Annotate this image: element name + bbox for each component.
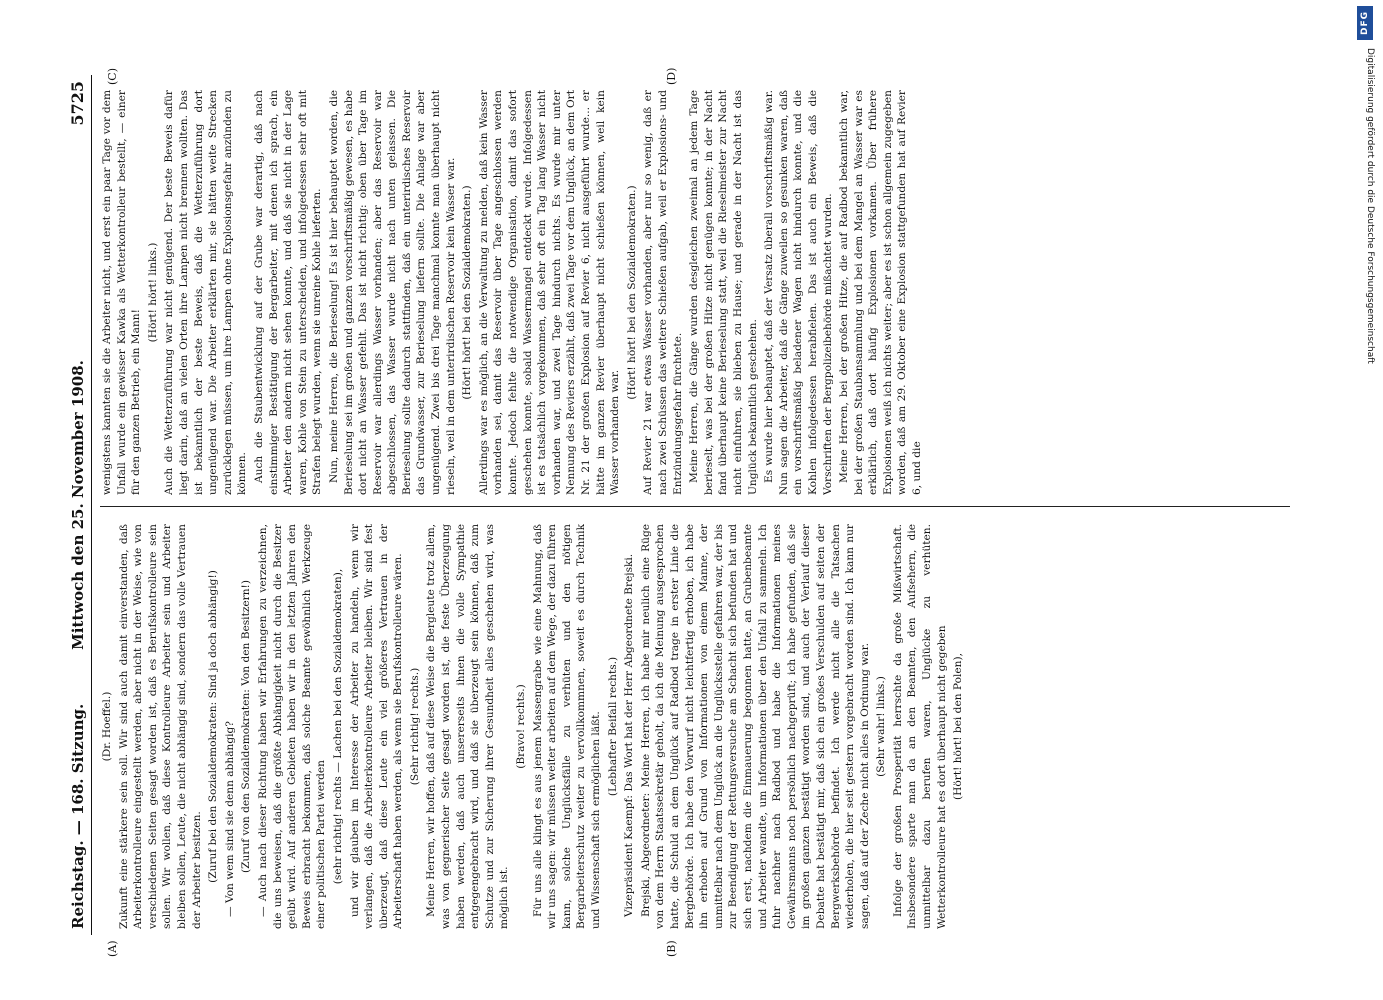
paragraph: Nun, meine Herren, die Berieselung! Es ist hier behauptet worden, die Berieselung sei im großen und ganzen vorschriftsmäßig gewesen, es habe dort nicht an Wasser gefehlt. Das ist nicht richtig: oben über Tage im Reservoir war allerdings Wasser vorhanden; aber das Reservoir war abgeschlossen, das Wasser wurde nicht nach unten gelassen. Die Berieselung sollte dadurch stattfinden, daß ein unterirdisches Reservoir das Grundwasser, zur Berieselung liefern sollte. Die Anlage war aber ungenügend. Zwei bis drei Tage manchmal konnte man überhaupt nicht rieseln, weil in dem unterirdischen Reservoir kein Wasser war. — [327, 90, 457, 495]
paragraph: wenigstens kannten sie die Arbeiter nicht, und erst ein paar Tage vor dem Unfall wurde ein gewisser Kawka als Wetterkontrolleur bestellt, — einer für den ganzen Betrieb, ein Mann! — [101, 90, 143, 495]
newspaper-page — [60, 67, 1320, 957]
digitization-note: Digitalisierung gefördert durch die Deutsche Forschungsgemeinschaft — [1365, 48, 1375, 364]
paragraph: Auf Revier 21 war etwas Wasser vorhanden, aber nur so wenig, daß er nach zwei Schüssen das weitere Schießen aufgab, weil er Explosions- und Entzündungsgefahr fürchtete. — [642, 90, 684, 495]
paragraph: — Auch nach dieser Richtung haben wir Erfahrungen zu verzeichnen, die uns beweisen, daß die größte Abhängigkeit nicht durch die Besitzer geübt wird. Auf anderen Gebieten haben wir in den letzten Jahren den Beweis erbracht bekommen, daß solche Beamte gewöhnlich Werkzeuge einer politischen Partei werden — [256, 524, 328, 929]
paragraph: Infolge der großen Prosperität herrschte da große Mißwirtschaft. Insbesondere sparte man da an den Beamten, den Aufsehern, die unmittelbar dazu berufen waren, Unglücke zu verhüten. Wetterkontrolleure hat es dort überhaupt nicht gegeben — [891, 524, 948, 929]
interjection: (Sehr wahr! links.) — [875, 676, 888, 777]
column-divider — [100, 506, 1290, 507]
scanned-page-area — [40, 60, 1340, 957]
margin-mark-d: (D) — [665, 67, 678, 85]
interjection: (Hört! hört! bei den Polen), — [952, 653, 965, 800]
paragraph: Auch die Wetterzuführung war nicht genügend. Der beste Beweis dafür liegt darin, daß an vielen Orten ihre Lampen nicht brennen wollten. Das ist bekanntlich der beste Beweis, daß die Wetterzuführung dort ungenügend war. Die Arbeiter erklärten mir, sie hätten weite Strecken zurücklegen müssen, um ihre Lampen ohne Explosionsgefahr anzünden zu können. — [163, 90, 249, 495]
paragraph: Für uns alle klingt es aus jenem Massengrabe wie eine Mahnung, daß wir uns sagen: wir müssen weiter arbeiten auf dem Wege, der dazu führen kann, solche Unglücksfälle zu verhüten und den nötigen Bergarbeiterschutz weiter zu vervollkommnen, soweit es durch Technik und Wissenschaft sich ermöglichen läßt. — [531, 524, 602, 929]
interjection: (Dr. Hoeffel.) — [101, 691, 113, 762]
page-header — [60, 75, 92, 935]
page-number: 5725 — [68, 81, 87, 126]
paragraph: Meine Herren, bei der großen Hitze, die auf Radbod bekanntlich war, bei der großen Staubansammlung und bei dem Mangel an Wasser war es erklärlich, daß dort häufig Explosionen vorkamen. Über frühere Explosionen weiß ich nichts weiter; aber es ist schon allgemein zugegeben worden, daß am 29. Oktober eine Explosion stattgefunden hat auf Revier 6, und die — [838, 90, 924, 495]
margin-mark-b: (B) — [665, 940, 678, 957]
margin-mark-c: (C) — [106, 68, 119, 85]
interjection: (Hört! hört! links.) — [146, 242, 159, 343]
dfg-logo: DFG — [1357, 6, 1373, 40]
paragraph: Auch die Staubentwicklung auf der Grube war derartig, daß nach einstimmiger Bestätigung der Bergarbeiter, mit denen ich sprach, ein Arbeiter den andern nicht sehen konnte, und daß sie nicht in der Lage waren, Kohle von Stein zu unterscheiden, und infolgedessen sehr oft mit Strafen belegt wurden, wenn sie unreine Kohle lieferten. — [252, 90, 324, 495]
paragraph: Es wurde hier behauptet, daß der Versatz überall vorschriftsmäßig war. Nun sagen die Arbeiter, daß die Gänge zuweilen so gesunken waren, daß ein vorschriftsmäßig beladener Wagen nicht hindurch konnte, und die Kohlen infolgedessen herabfielen. Das ist auch ein Beweis, daß die Vorschriften der Bergpolizeibehörde mißachtet wurden. — [763, 90, 834, 495]
paragraph: und wir glauben im Interesse der Arbeiter zu handeln, wenn wir verlangen, daß die Arbeiterkontrolleure Arbeiter bleiben. Wir sind fest überzeugt, daß diese Leute ein viel größeres Vertrauen in der Arbeiterschaft haben werden, als wenn sie Berufskontrolleure wären. — [348, 524, 405, 929]
interjection: (Zuruf von den Sozialdemokraten: Von den Besitzern!) — [240, 580, 253, 873]
interjection: (Hört! hört! bei den Sozialdemokraten.) — [461, 185, 474, 400]
interjection: (Bravo! rechts.) — [515, 684, 528, 769]
right-text-column — [100, 90, 1300, 495]
interjection: (Lebhafter Beifall rechts.) — [606, 656, 619, 797]
paragraph: — Von wem sind sie denn abhängig? — [223, 721, 236, 917]
interjection: (Sehr richtig! rechts.) — [408, 667, 421, 786]
header-date: Mittwoch den 25. November 1908. — [69, 360, 87, 650]
paragraph: Meine Herren, die Gänge wurden desgleichen zweimal an jedem Tage berieselt, was bei der großen Hitze nicht genügen konnte; in der Nacht fand überhaupt keine Berieselung statt, weil die Rieselmeister zur Nacht nicht einfuhren, sie blieben zu Hause; und gerade in der Nacht ist das Unglück bekanntlich geschehen. — [688, 90, 759, 495]
paragraph: Zukunft eine stärkere sein soll. Wir sind auch damit einverstanden, daß Arbeiterkontrolleure eingestellt werden, aber nicht in der Weise, wie von verschiedenen Seiten gesagt worden ist, daß es Berufskontrolleure sein sollen. Wir wollen, daß diese Kontrolleure Arbeiter sein und Arbeiter bleiben sollen, Leute, die nicht abhängig sind, sondern das volle Vertrauen der Arbeiter besitzen. — [117, 524, 203, 929]
paragraph: Meine Herren, wir hoffen, daß auf diese Weise die Bergleute trotz allem, was von gegnerischer Seite gesagt worden ist, die feste Überzeugung haben werden, daß auch unsererseits ihnen die volle Sympathie entgegengebracht wird, und daß sie überzeugt sein können, daß zum Schutze und zur Sicherung ihrer Gesundheit alles geschehen wird, was möglich ist. — [425, 524, 511, 929]
paragraph: Brejski, Abgeordneter: Meine Herren, ich habe mir neulich eine Rüge von dem Herrn Staatssekretär geholt, da ich die Meinung ausgesprochen hatte, die Schuld an dem Unglück auf Radbod trage in erster Linie die Bergbehörde. Ich habe den Vorwurf nicht leichtfertig erhoben, ich habe ihn erhoben auf Grund von Informationen von einem Manne, der unmittelbar nach dem Unglück an die Unglücksstelle gefahren war, der bis zur Beendigung der Rettungsversuche am Schacht sich befunden hat und sich erst, nachdem die Einmauerung begonnen hatte, an Grubenbeamte und Arbeiter wandte, um Informationen über den Unfall zu sammeln. Ich fuhr nachher nach Radbod und habe die Informationen meines Gewährsmanns noch persönlich nachgeprüft; ich habe gefunden, daß sie im großen ganzen bestätigt worden sind, und auch der Verlauf dieser Debatte hat bestätigt mir, daß sich ein großes Verschulden auf seiten der Bergwerksbehörde befindet. Ich werde nicht alle die Tatsachen wiederholen, die hier seit gestern vorgebracht worden sind. Ich kann nur sagen, daß auf der Zeche nicht alles in Ordnung war. — [639, 524, 871, 929]
interjection: (Hört! hört! bei den Sozialdemokraten.) — [625, 185, 638, 400]
margin-mark-a: (A) — [106, 940, 119, 957]
header-session: Reichstag. — 168. Sitzung. — [69, 703, 87, 929]
interjection: (Zuruf bei den Sozialdemokraten: Sind ja doch abhängig!) — [207, 570, 220, 883]
left-text-column — [100, 524, 1300, 929]
interjection: (sehr richtig! rechts — Lachen bei den Sozialdemokraten), — [331, 568, 344, 885]
paragraph: Vizepräsident Kaempf: Das Wort hat der Herr Abgeordnete Brejski. — [623, 553, 636, 917]
digitization-strip — [1343, 0, 1383, 1000]
paragraph: Allerdings war es möglich, an die Verwaltung zu melden, daß kein Wasser vorhanden sei, damit das Reservoir über Tage angeschlossen werden konnte. Jedoch fehlte die notwendige Organisation, damit das sofort geschehen konnte, sobald Wassermangel entdeckt wurde. Infolgedessen ist es tatsächlich vorgekommen, daß sehr oft ein Tag lang Wasser nicht vorhanden war, und zwei Tage hindurch nichts. Es wurde mir unter Nennung des Reviers erzählt, daß zwei Tage vor dem Unglück, an dem Ort Nr. 21 der großen Explosion auf Revier 6, nicht ausgeführt wurde... er hätte im ganzen Revier überhaupt nicht schießen können, weil kein Wasser vorhanden war. — [477, 90, 622, 495]
